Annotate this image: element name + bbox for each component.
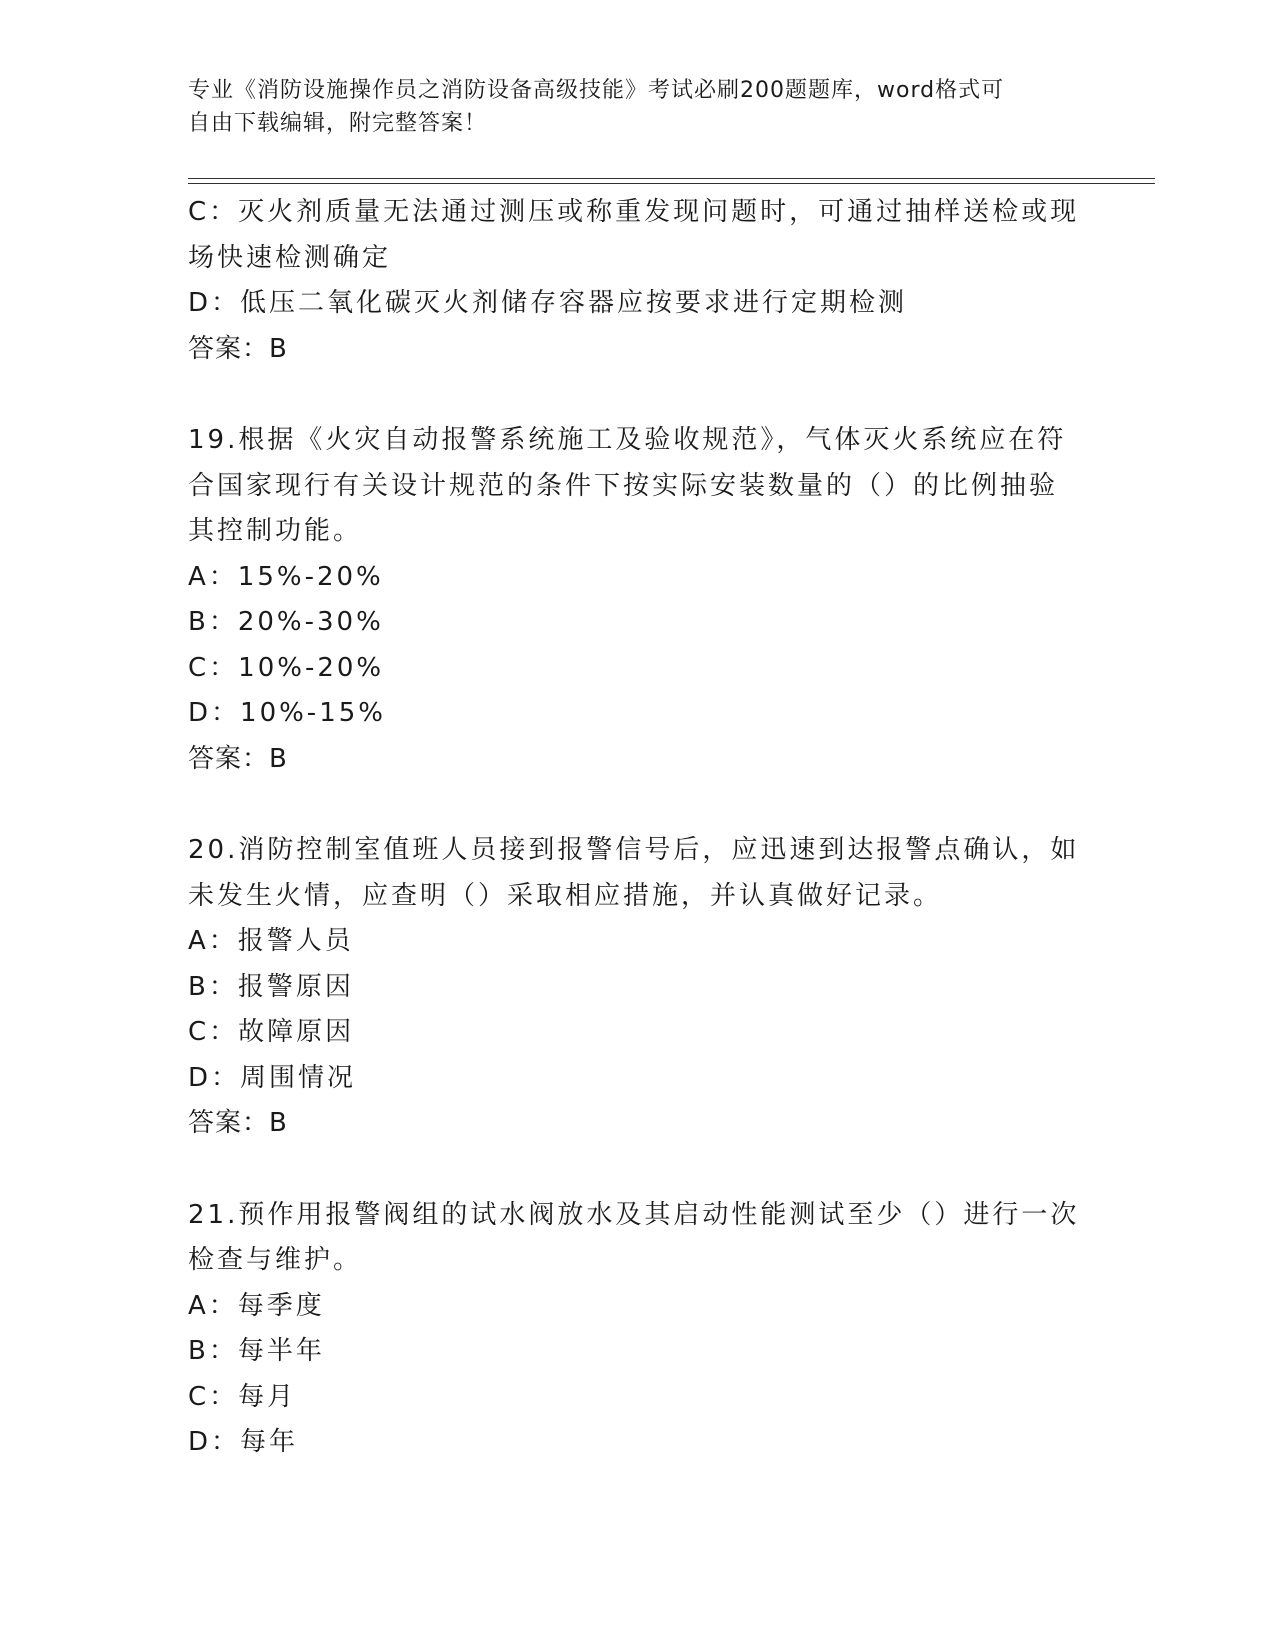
- option-c: C：10%-20%: [188, 652, 385, 683]
- option-b: B：报警原因: [188, 971, 354, 1002]
- document-body: [188, 190, 1088, 1466]
- question-stem-line-1: 19.根据《火灾自动报警系统施工及验收规范》，气体灭火系统应在符: [188, 425, 1067, 455]
- option-c: C：故障原因: [188, 1017, 355, 1047]
- option-a: A：每季度: [188, 1290, 325, 1321]
- document-header: [188, 74, 1088, 140]
- header-divider-bottom: [188, 183, 1155, 184]
- header-line-1: 专业《消防设施操作员之消防设备高级技能》考试必刷200题题库，word格式可: [188, 78, 1005, 103]
- option-a: A：15%-20%: [188, 561, 384, 592]
- question-stem-line-3: 其控制功能。: [188, 516, 363, 546]
- option-b: B：每半年: [188, 1336, 325, 1366]
- header-divider-top: [188, 178, 1155, 179]
- option-c-line-1: C：灭火剂质量无法通过测压或称重发现问题时，可通过抽样送检或现: [188, 197, 1080, 227]
- question-19: [188, 418, 1088, 782]
- question-stem-line-2: 合国家现行有关设计规范的条件下按实际安装数量的（）的比例抽验: [188, 470, 1059, 501]
- question-stem-line-1: 21.预作用报警阀组的试水阀放水及其启动性能测试至少（）进行一次: [188, 1199, 1080, 1230]
- question-stem-line-2: 未发生火情，应查明（）采取相应措施，并认真做好记录。: [188, 880, 943, 911]
- option-d: D：低压二氧化碳灭火剂储存容器应按要求进行定期检测: [188, 288, 908, 318]
- question-stem-line-2: 检查与维护。: [188, 1245, 363, 1275]
- option-a: A：报警人员: [188, 926, 354, 956]
- question-21: [188, 1193, 1088, 1466]
- option-c: C：每月: [188, 1381, 297, 1412]
- option-d: D：周围情况: [188, 1062, 357, 1093]
- option-b: B：20%-30%: [188, 607, 384, 637]
- header-line-2: 自由下载编辑，附完整答案！: [188, 111, 488, 136]
- option-d: D：每年: [188, 1427, 299, 1457]
- option-c-line-2: 场快速检测确定: [188, 242, 392, 273]
- option-d: D：10%-15%: [188, 698, 386, 728]
- spacer: [188, 372, 1088, 418]
- answer: 答案：B: [188, 743, 288, 774]
- spacer: [188, 782, 1088, 828]
- spacer: [188, 1147, 1088, 1193]
- answer: 答案：B: [188, 333, 288, 364]
- question-stem-line-1: 20.消防控制室值班人员接到报警信号后，应迅速到达报警点确认，如: [188, 835, 1080, 865]
- answer: 答案：B: [188, 1108, 288, 1138]
- question-20: [188, 828, 1088, 1147]
- question-18-continued: [188, 190, 1088, 372]
